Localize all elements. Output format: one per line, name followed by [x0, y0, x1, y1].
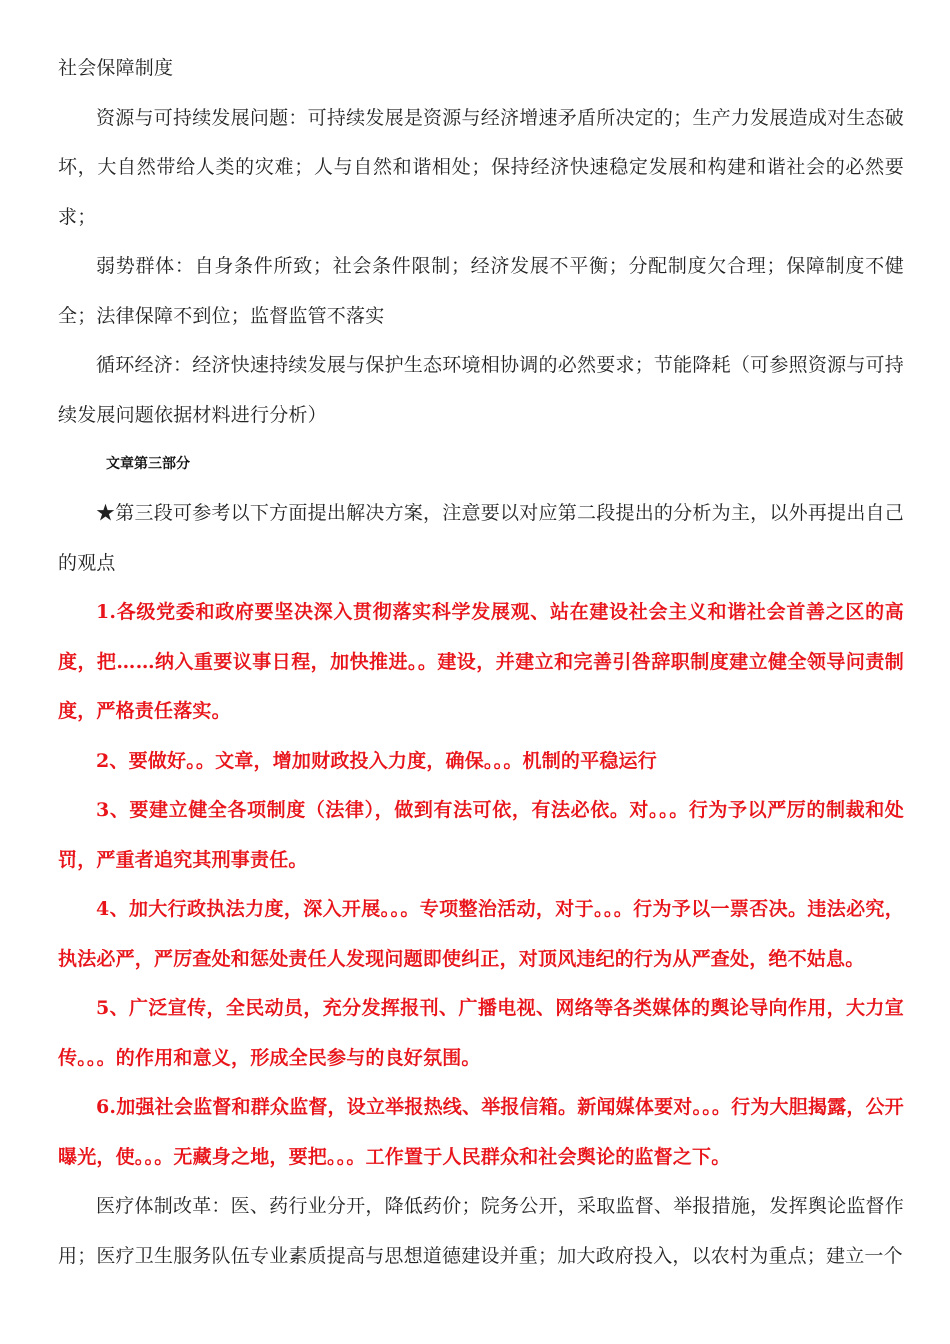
solution-item-5: 5、广泛宣传，全民动员，充分发挥报刊、广播电视、网络等各类媒体的舆论导向作用，大力宣传。。。的作用和意义，形成全民参与的良好氛围。	[58, 997, 904, 1069]
section-heading: 文章第三部分	[106, 456, 190, 472]
paragraph-star-note: ★第三段可参考以下方面提出解决方案，注意要以对应第二段提出的分析为主，以外再提出自己的观点	[58, 502, 904, 574]
paragraph-medical-reform: 医疗体制改革：医、药行业分开，降低药价；院务公开，采取监督、举报措施，发挥舆论监督作用；医疗卫生服务队伍专业素质提高与思想道德建设并重；加大政府投入，以农村为重点；建立一个	[58, 1195, 904, 1267]
solution-item-2: 2、要做好。。文章，增加财政投入力度，确保。。。机制的平稳运行	[96, 749, 657, 772]
paragraph-circular-economy: 循环经济：经济快速持续发展与保护生态环境相协调的必然要求；节能降耗（可参照资源与可持续发展问题依据材料进行分析）	[58, 354, 904, 426]
solution-item-4: 4、加大行政执法力度，深入开展。。。专项整治活动，对于。。。行为予以一票否决。违法必究，执法必严，严厉查处和惩处责任人发现问题即使纠正，对顶风违纪的行为从严查处，绝不姑息。	[58, 898, 904, 970]
paragraph-resources-sustainability: 资源与可持续发展问题：可持续发展是资源与经济增速矛盾所决定的；生产力发展造成对生态破坏，大自然带给人类的灾难；人与自然和谐相处；保持经济快速稳定发展和构建和谐社会的必然要求；	[58, 106, 904, 228]
paragraph-vulnerable-groups: 弱势群体：自身条件所致；社会条件限制；经济发展不平衡；分配制度欠合理；保障制度不健全；法律保障不到位；监督监管不落实	[58, 255, 904, 327]
document-page	[58, 44, 904, 1281]
solution-item-6: 6.加强社会监督和群众监督，设立举报热线、举报信箱。新闻媒体要对。。。行为大胆揭露，公开曝光，使。。。无藏身之地，要把。。。工作置于人民群众和社会舆论的监督之下。	[58, 1096, 904, 1168]
paragraph-social-security: 社会保障制度	[58, 57, 174, 79]
solution-item-1: 1.各级党委和政府要坚决深入贯彻落实科学发展观、站在建设社会主义和谐社会首善之区的高度，把……纳入重要议事日程，加快推进。。建设，并建立和完善引咎辞职制度建立健全领导问责制度，严格责任落实。	[58, 601, 904, 722]
solution-item-3: 3、要建立健全各项制度（法律），做到有法可依，有法必依。对。。。行为予以严厉的制裁和处罚，严重者追究其刑事责任。	[58, 799, 904, 871]
